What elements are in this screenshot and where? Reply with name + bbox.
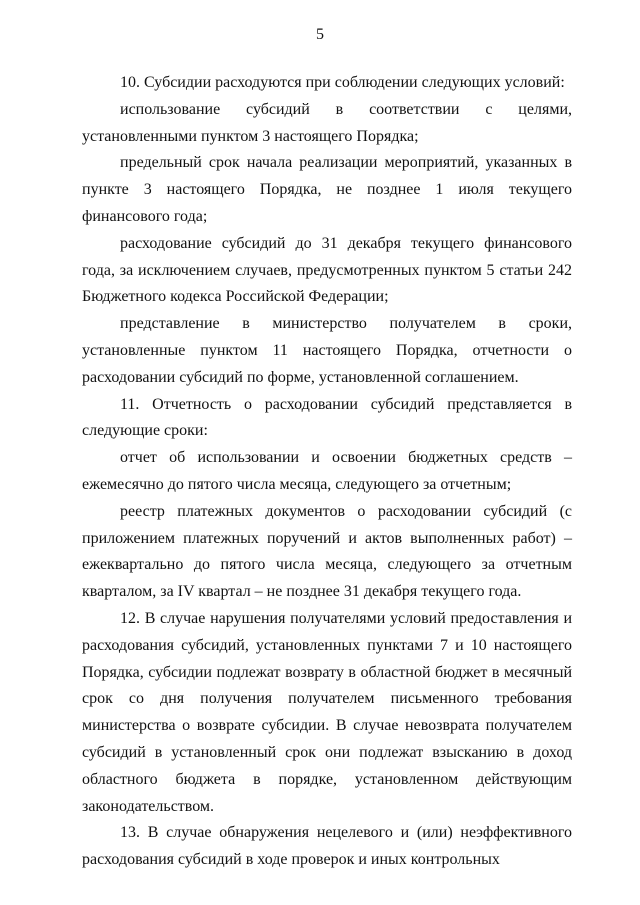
paragraph-10-condition-spending: расходование субсидий до 31 декабря текущего финансового года, за исключением случаев, предусмотренных пунктом 5 статьи 242 Бюджетного кодекса Российской Федерации; bbox=[82, 234, 572, 306]
paragraph-12: 12. В случае нарушения получателями условий предоставления и расходования субсидий, установленных пунктами 7 и 10 настоящего Порядка, субсидии подлежат возврату в областной бюджет в месячный срок со дня получения получателем письменного требования министерства о возврате субсидии. В случае невозврата получателем субсидий в установленный срок они подлежат взысканию в доход областного бюджета в порядке, установленном действующим законодательством. bbox=[82, 609, 572, 815]
paragraph-13: 13. В случае обнаружения нецелевого и (или) неэффективного расходования субсидий в ходе проверок и иных контрольных bbox=[82, 824, 572, 869]
page-number: 5 bbox=[316, 26, 324, 43]
paragraph-10-condition-purpose: использование субсидий в соответствии с целями, установленными пунктом 3 настоящего Порядка; bbox=[82, 100, 572, 145]
paragraph-10-condition-reporting: представление в министерство получателем в сроки, установленные пунктом 11 настоящего Порядка, отчетности о расходовании субсидий по форме, установленной соглашением. bbox=[82, 315, 572, 386]
paragraph-11-quarterly-registry: реестр платежных документов о расходовании субсидий (с приложением платежных поручений и актов выполненных работ) – ежеквартально до пятого числа месяца, следующего за отчетным кварталом, за IV квартал – не позднее 31 декабря текущего года. bbox=[82, 502, 572, 601]
paragraph-11-intro: 11. Отчетность о расходовании субсидий представляется в следующие сроки: bbox=[82, 395, 572, 440]
paragraph-10-condition-deadline: предельный срок начала реализации мероприятий, указанных в пункте 3 настоящего Порядка, не позднее 1 июля текущего финансового года; bbox=[82, 154, 572, 225]
paragraph-10-intro: 10. Субсидии расходуются при соблюдении следующих условий: bbox=[120, 74, 565, 91]
document-body bbox=[82, 70, 572, 874]
paragraph-11-monthly-report: отчет об использовании и освоении бюджетных средств – ежемесячно до пятого числа месяца, следующего за отчетным; bbox=[82, 449, 572, 493]
